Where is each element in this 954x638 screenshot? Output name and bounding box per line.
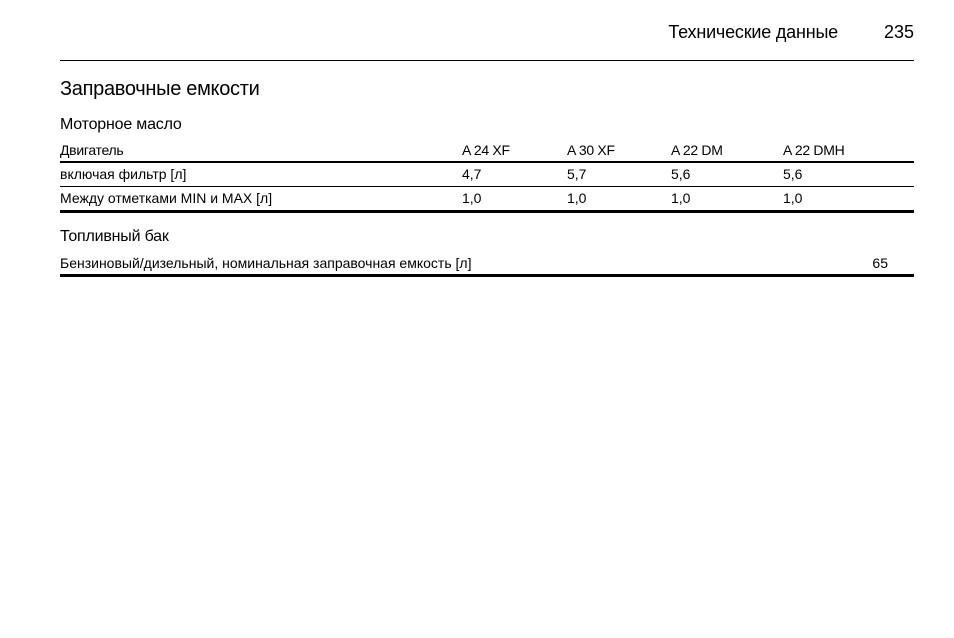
table-cell: 1,0 [462, 190, 482, 206]
column-header-a24xf: A 24 XF [462, 142, 510, 158]
header-title: Технические данные [668, 22, 838, 42]
fuel-tank-title: Топливный бак [60, 228, 169, 245]
fuel-tank-table [60, 252, 914, 277]
engine-oil-title: Моторное масло [60, 116, 182, 133]
row-label: Бензиновый/дизельный, номинальная заправочная емкость [л] [60, 255, 472, 271]
table-cell: 1,0 [671, 190, 691, 206]
table-cell: 5,6 [671, 166, 691, 182]
table-cell: 65 [872, 255, 888, 271]
column-header-a22dm: A 22 DM [671, 142, 723, 158]
table-row [60, 163, 914, 187]
table-header-row [60, 140, 914, 163]
row-label: Между отметками MIN и MAX [л] [60, 190, 273, 206]
section-title: Заправочные емкости [60, 78, 260, 100]
page-number: 235 [883, 22, 914, 42]
column-header-a22dmh: A 22 DMH [783, 142, 845, 158]
column-header-engine: Двигатель [60, 142, 124, 158]
engine-oil-table [60, 140, 914, 213]
table-cell: 1,0 [567, 190, 587, 206]
page-header [60, 20, 914, 61]
table-row [60, 187, 914, 213]
column-header-a30xf: A 30 XF [567, 142, 615, 158]
table-cell: 4,7 [462, 166, 482, 182]
table-row [60, 252, 914, 277]
table-cell: 1,0 [783, 190, 803, 206]
table-cell: 5,7 [567, 166, 587, 182]
row-label: включая фильтр [л] [60, 166, 187, 182]
table-cell: 5,6 [783, 166, 803, 182]
